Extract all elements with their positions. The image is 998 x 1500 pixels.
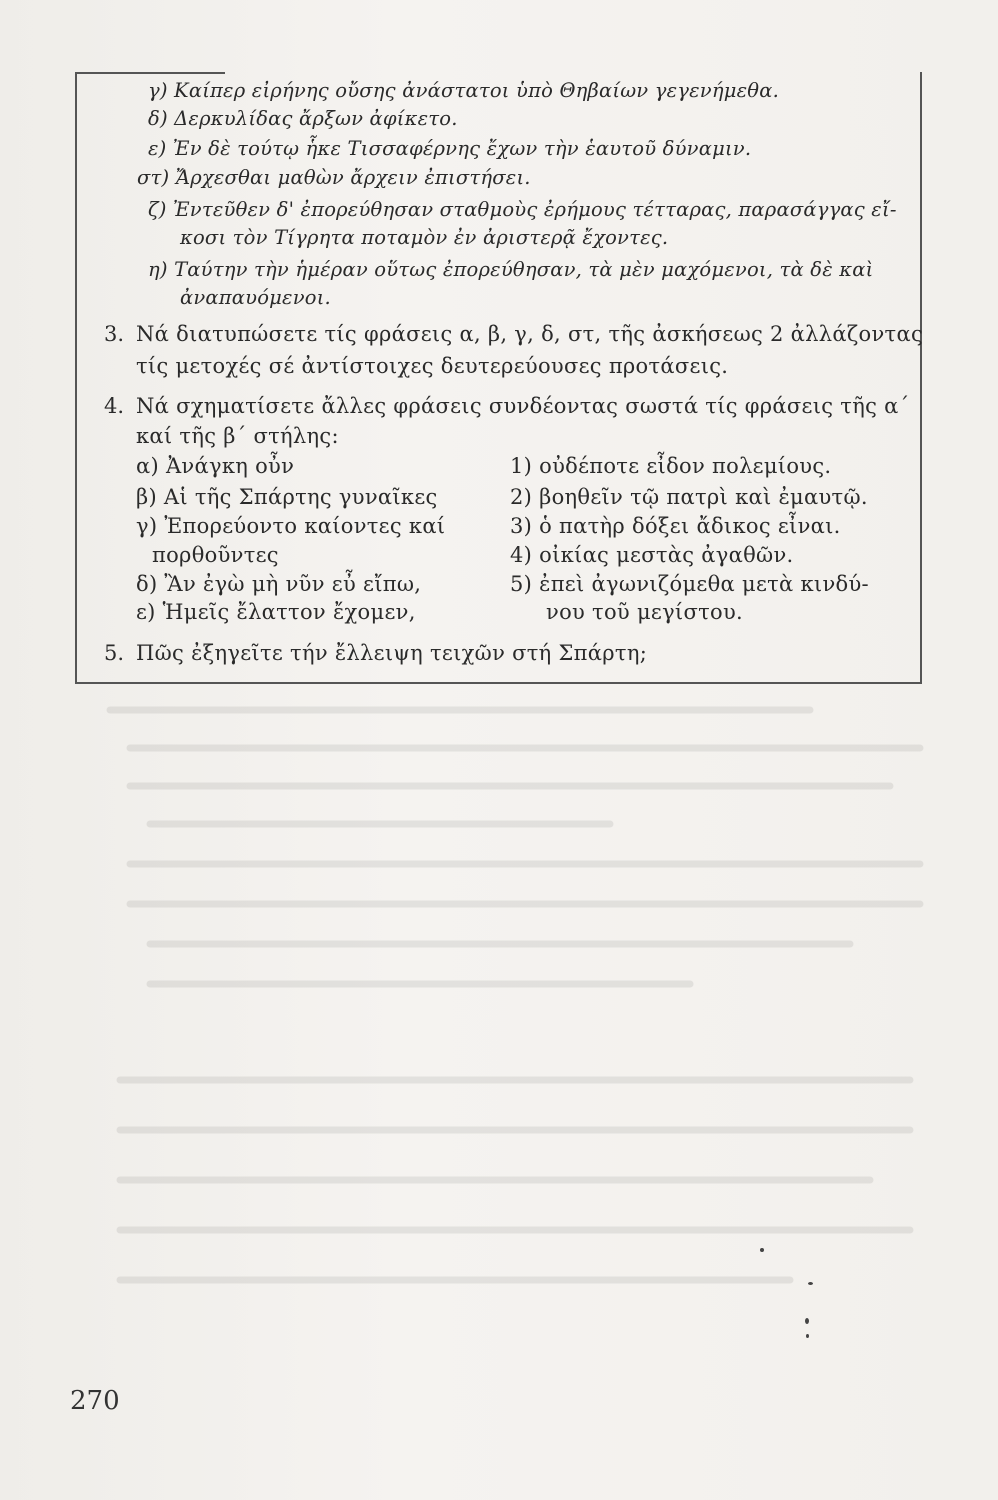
column-a-item: πορθοῦντες: [152, 543, 279, 567]
sentence-zeta-line1: ζ) Ἐντεῦθεν δ' ἐπορεύθησαν σταθμοὺς ἐρήμους τέτταρας, παρασάγγας εἴ-: [148, 198, 897, 221]
page-number: 270: [70, 1386, 120, 1416]
sentence-eta-line1: η) Ταύτην τὴν ἡμέραν οὕτως ἐπορεύθησαν, τὰ μὲν μαχόμενοι, τὰ δὲ καὶ: [148, 258, 874, 281]
column-b-item: 2) βοηθεῖν τῷ πατρὶ καὶ ἐμαυτῷ.: [510, 485, 868, 509]
sentence-gamma: γ) Καίπερ εἰρήνης οὔσης ἀνάστατοι ὑπὸ Θηβαίων γεγενήμεθα.: [148, 79, 779, 102]
sentence-epsilon: ε) Ἐν δὲ τούτῳ ἧκε Τισσαφέρνης ἔχων τὴν ἑαυτοῦ δύναμιν.: [148, 137, 752, 160]
column-b-item: 4) οἰκίας μεστὰς ἀγαθῶν.: [510, 543, 794, 567]
exercise-5-number: 5.: [104, 641, 125, 665]
column-a-item: γ) Ἐπορεύοντο καίοντες καί: [136, 514, 446, 538]
column-a-item: ε) Ἡμεῖς ἔλαττον ἔχομεν,: [136, 600, 416, 624]
column-b-item: 1) οὐδέποτε εἶδον πολεμίους.: [510, 454, 832, 478]
exercise-3-number: 3.: [104, 322, 125, 346]
column-b-item: 3) ὁ πατὴρ δόξει ἄδικος εἶναι.: [510, 514, 841, 538]
scan-speck: [808, 1282, 813, 1285]
exercise-3-line1: Νά διατυπώσετε τίς φράσεις α, β, γ, δ, στ, τῆς ἀσκήσεως 2 ἀλλάζοντας: [136, 322, 924, 346]
sentence-eta-line2: ἀναπαυόμενοι.: [180, 286, 331, 309]
scan-speck: [806, 1334, 809, 1338]
exercise-4-line2: καί τῆς β΄ στήλης:: [136, 424, 339, 448]
column-a-item: δ) Ἂν ἐγὼ μὴ νῦν εὖ εἴπω,: [136, 572, 422, 596]
sentence-stigma: στ) Ἄρχεσθαι μαθὼν ἄρχειν ἐπιστήσει.: [137, 166, 531, 189]
column-a-item: α) Ἀνάγκη οὖν: [136, 454, 295, 478]
sentence-zeta-line2: κοσι τὸν Τίγρητα ποταμὸν ἐν ἀριστερᾷ ἔχοντες.: [180, 226, 669, 249]
show-through-text: [90, 700, 930, 1320]
exercise-5-question: Πῶς ἐξηγεῖτε τήν ἔλλειψη τειχῶν στή Σπάρτη;: [136, 641, 648, 665]
scan-speck: [805, 1318, 809, 1324]
scan-speck: [760, 1248, 764, 1252]
exercise-4-line1: Νά σχηματίσετε ἄλλες φράσεις συνδέοντας σωστά τίς φράσεις τῆς α΄: [136, 394, 910, 418]
column-b-item: νου τοῦ μεγίστου.: [546, 600, 744, 624]
column-a-item: β) Αἱ τῆς Σπάρτης γυναῖκες: [136, 485, 438, 509]
exercise-4-number: 4.: [104, 394, 125, 418]
sentence-delta: δ) Δερκυλίδας ἄρξων ἀφίκετο.: [148, 107, 458, 130]
exercise-3-line2: τίς μετοχές σέ ἀντίστοιχες δευτερεύουσες προτάσεις.: [136, 354, 729, 378]
column-b-item: 5) ἐπεὶ ἀγωνιζόμεθα μετὰ κινδύ-: [510, 572, 869, 596]
